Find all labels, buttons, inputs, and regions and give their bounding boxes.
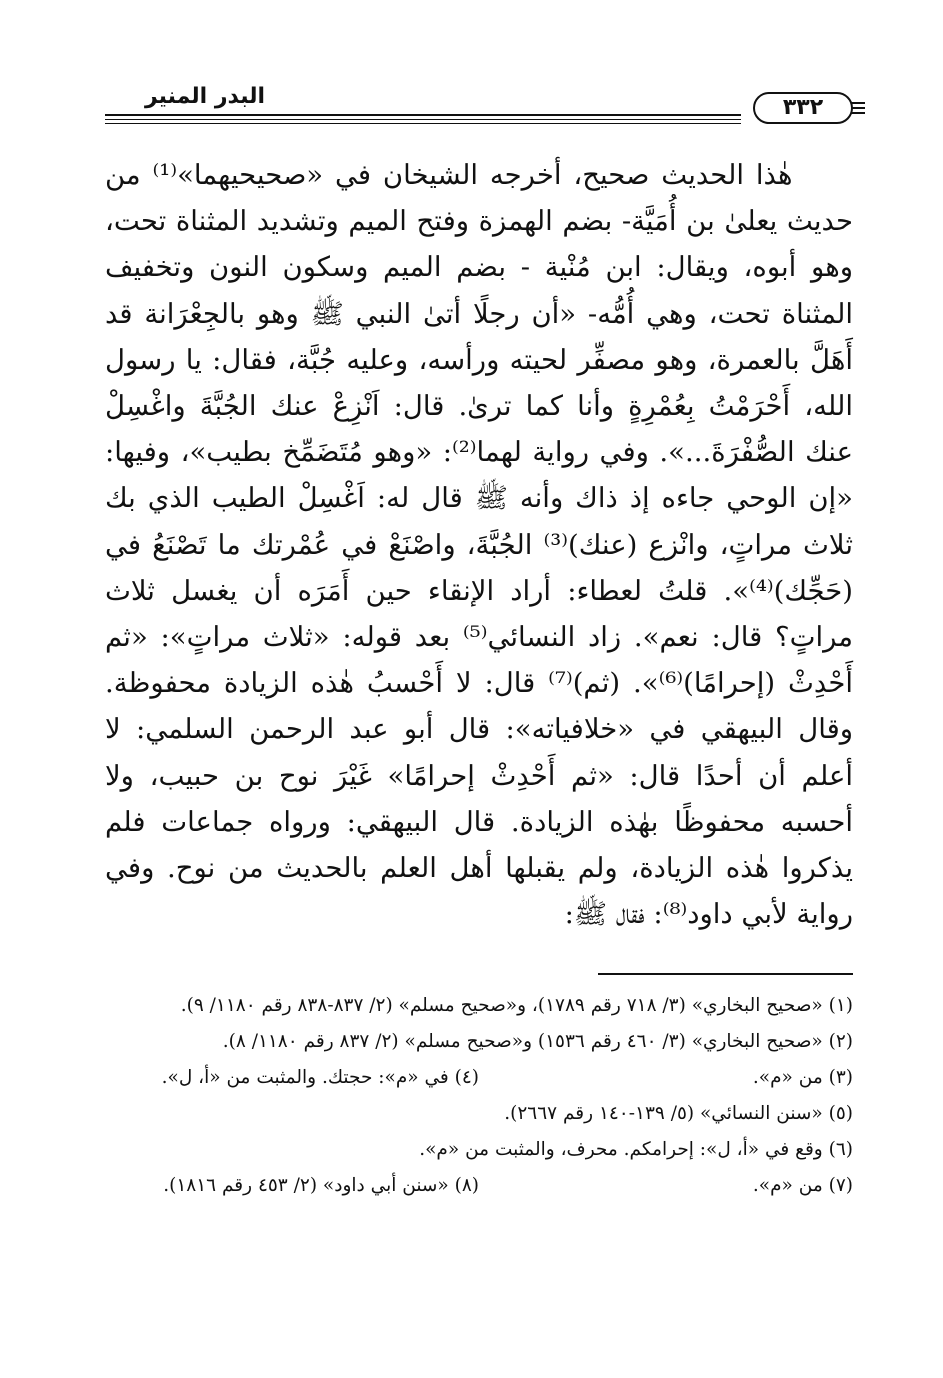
main-text [105,152,853,937]
header-rule [105,123,741,124]
header-rule [105,119,741,120]
footnote-7: (٧) من «م». [752,1175,853,1196]
header-rule [105,114,741,116]
footnote-2: (٢) «صحيح البخاري» (٣/ ٤٦٠ رقم ١٥٣٦) و«صحيح مسلم» (٢/ ٨٣٧ رقم ١١٨٠/ ٨). [222,1031,853,1052]
body-paragraph: هٰذا الحديث صحيح، أخرجه الشيخان في «صحيحيهما»⁽¹⁾ من حديث يعلىٰ بن أُمَيَّة- بضم الهمزة وفتح الميم وتشديد المثناة تحت، وهو أبوه، ويقال: ابن مُنْية - بضم الميم وسكون النون وتخفيف المثناة تحت، وهي أُمُّه- «أن رجلًا أتىٰ النبي ﷺ وهو بالجِعْرَانة قد أَهَلَّ بالعمرة، وهو مصفِّر لحيته ورأسه، وعليه جُبَّة، فقال: يا رسول الله، أَحْرَمْتُ بِعُمْرِةٍ وأنا كما ترىٰ. قال: اَنْزِعْ عنك الجُبَّةَ واغْسِلْ عنك الصُّفْرَةَ...». وفي رواية لهما⁽²⁾: «وهو مُتَضَمِّخ بطيب»، وفيها: «إن الوحي جاءه إذ ذاك وأنه ﷺ قال له: اَغْسِلْ الطيب الذي بك ثلاث مراتٍ، وانْزع (عنك)⁽³⁾ الجُبَّةَ، واصْنَعْ في عُمْرتك ما تَصْنَعُ في (حَجِّك)⁽⁴⁾». قلتُ لعطاء: أراد الإنقاء حين أَمَرَه أن يغسل ثلاث مراتٍ؟ قال: نعم». زاد النسائي⁽⁵⁾ بعد قوله: «ثلاث مراتٍ»: «ثم أَحْدِثْ (إحرامًا)⁽⁶⁾». (ثم)⁽⁷⁾ قال: لا أَحْسبُ هٰذه الزيادة محفوظة. وقال البيهقي في «خلافياته»: قال أبو عبد الرحمن السلمي: لا أعلم أن أحدًا قال: «ثم أَحْدِثْ إحرامًا» غَيْرَ نوح بن حبيب، ولا أحسبه محفوظًا بهٰذه الزيادة. قال البيهقي: ورواه جماعات فلم يذكروا هٰذه الزيادة، ولم يقبلها أهل العلم بالحديث من نوح. وفي رواية لأبي داود⁽⁸⁾: فقال ﷺ: [105,159,854,931]
footnote-5: (٥) «سنن النسائي» (٥/ ١٣٩-١٤٠ رقم ٢٦٦٧). [504,1103,853,1124]
footnote-8: (٨) «سنن أبي داود» (٢/ ٤٥٣ رقم ١٨١٦). [163,1175,479,1196]
footnote-row [105,1060,853,1096]
footnote-separator [598,973,853,975]
footnote-row [105,1168,853,1204]
footnote-1: (١) «صحيح البخاري» (٣/ ٧١٨ رقم ١٧٨٩)، و«صحيح مسلم» (٢/ ٨٣٧-٨٣٨ رقم ١١٨٠/ ٩). [180,995,853,1016]
page-header [105,84,853,128]
footnotes [105,988,853,1204]
footnote-6: (٦) وقع في «أ، ل»: إحرامكم. محرف، والمثبت من «م». [419,1139,853,1160]
footnote-4: (٤) في «م»: حجتك. والمثبت من «أ، ل». [161,1067,479,1088]
page-number: ٣٣٢ [753,92,853,124]
running-title: البدر المنير [145,84,266,109]
footnote-3: (٣) من «م». [752,1067,853,1088]
